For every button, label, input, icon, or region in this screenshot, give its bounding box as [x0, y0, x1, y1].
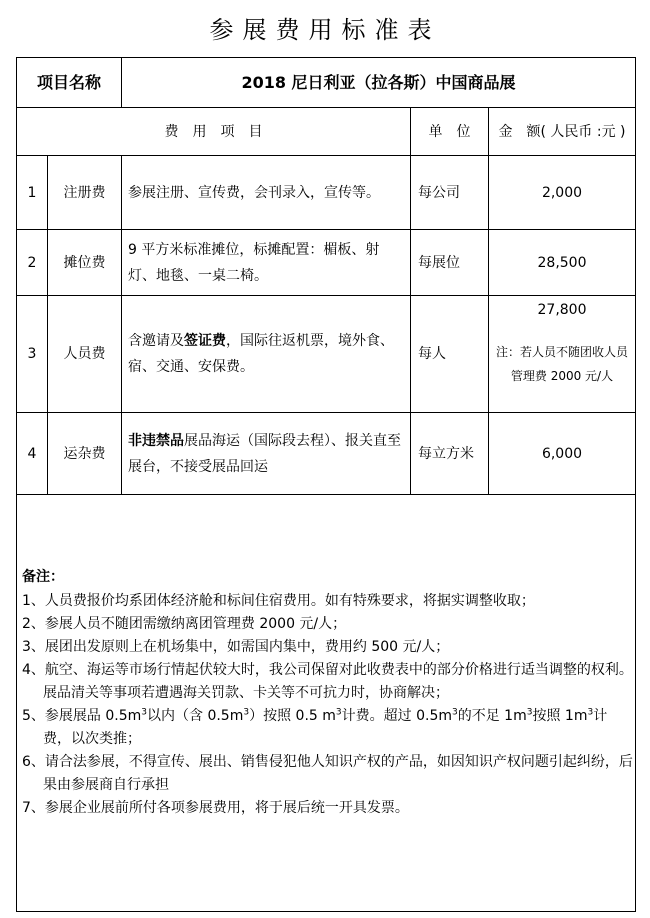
fee-unit: 每展位	[418, 254, 460, 271]
remark-item: 4、航空、海运等市场行情起伏较大时，我公司保留对此收费表中的部分价格进行适当调整的权利。展品清关等事项若遭遇海关罚款、卡关等不可抗力时，协商解决；	[22, 662, 633, 701]
table-divider	[16, 494, 636, 495]
fee-name: 摊位费	[63, 254, 106, 271]
table-border-right	[635, 57, 636, 912]
fee-amount: 28,500	[537, 254, 587, 271]
remark-item: 5、参展展品 $0.5m^3$以内（含 $0.5m^3$）按照 0.5 $m^3$计费。超过 $0.5m^3$的不足 $1m^3$按照 $1m^3$计费，以次类推；	[22, 707, 608, 747]
fee-name: 注册费	[63, 184, 106, 201]
project-name-value: 2018 尼日利亚（拉各斯）中国商品展	[241, 72, 516, 92]
row-number: 1	[27, 184, 37, 201]
project-name-label: 项目名称	[36, 72, 101, 92]
fee-description-text: ，国际往返机票，境外食、宿、交通、安保费。	[128, 333, 394, 375]
visa-fee-emphasis: 签证费	[184, 333, 226, 349]
fee-description-text: 含邀请及	[128, 333, 184, 349]
fee-name: 人员费	[63, 346, 106, 362]
table-border-bottom	[16, 911, 636, 912]
remark-item: 7、参展企业展前所付各项参展费用，将于展后统一开具发票。	[22, 800, 409, 816]
fee-amount: 2,000	[541, 184, 583, 201]
fee-description: 参展注册、宣传费，会刊录入，宣传等。	[128, 184, 380, 201]
fee-name: 运杂费	[63, 445, 106, 462]
column-header-amount: 金 额( 人民币 :元 )	[498, 123, 626, 140]
remark-item: 1、人员费报价均系团体经济舱和标间住宿费用。如有特殊要求，将据实调整收取；	[22, 593, 535, 609]
remark-item: 3、展团出发原则上在机场集中，如需国内集中，费用约 500 元/人；	[22, 639, 450, 655]
non-prohibited-emphasis: 非违禁品	[128, 432, 184, 449]
fee-unit: 每人	[418, 346, 446, 362]
remark-item: 2、参展人员不随团需缴纳离团管理费 2000 元/人；	[22, 616, 347, 632]
fee-description	[128, 296, 406, 412]
table-divider	[121, 155, 122, 494]
row-number: 2	[27, 254, 37, 271]
table-divider	[410, 107, 411, 494]
fee-description-text: 展品海运（国际段去程）、报关直至展台，不接受展品回运	[128, 432, 401, 475]
fee-unit: 每立方米	[418, 445, 474, 462]
row-number: 4	[27, 445, 37, 462]
fee-amount-note: 注：若人员不随团收人员管理费 2000 元/人	[495, 345, 628, 383]
fee-amount: 27,800	[537, 302, 587, 318]
fee-description	[128, 413, 406, 494]
remark-item: 6、请合法参展，不得宣传、展出、销售侵犯他人知识产权的产品，如因知识产权问题引起纠纷，后果由参展商自行承担	[22, 754, 633, 793]
fee-description: 9 平方米标准摊位，标摊配置：楣板、射灯、地毯、一桌二椅。	[128, 241, 380, 284]
column-header-item: 费 用 项 目	[164, 123, 263, 140]
remarks-title: 备注：	[22, 569, 64, 585]
fee-amount: 6,000	[541, 445, 583, 462]
remarks-section	[22, 566, 634, 820]
column-header-unit: 单 位	[428, 123, 471, 140]
row-number: 3	[27, 346, 37, 362]
fee-unit: 每公司	[418, 184, 460, 201]
page-title: 参展费用标准表	[209, 16, 441, 44]
